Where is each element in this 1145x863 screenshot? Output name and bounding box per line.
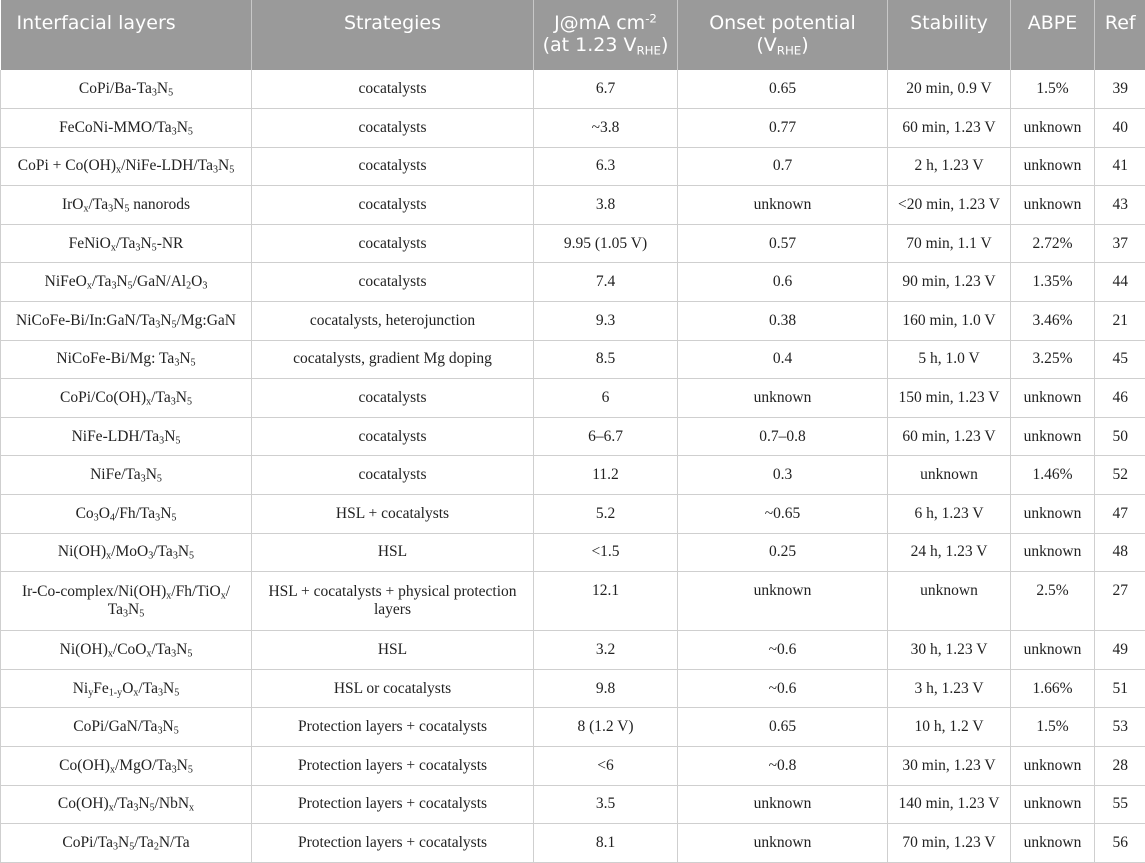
header-ref: Ref — [1095, 0, 1145, 70]
cell-strategy: cocatalysts — [252, 70, 534, 109]
cell-onset-potential: 0.65 — [678, 70, 888, 109]
header-strategies: Strategies — [252, 0, 534, 70]
cell-stability: 5 h, 1.0 V — [888, 340, 1011, 379]
cell-ref: 55 — [1095, 785, 1145, 824]
cell-interfacial-layer: $IrO_x/Ta_3N_5$ nanorods — [1, 186, 252, 225]
cell-stability: unknown — [888, 572, 1011, 631]
cell-stability: 30 min, 1.23 V — [888, 747, 1011, 786]
cell-stability: 20 min, 0.9 V — [888, 70, 1011, 109]
table-row — [1, 824, 1145, 863]
cell-stability: 6 h, 1.23 V — [888, 495, 1011, 534]
cell-onset-potential: unknown — [678, 785, 888, 824]
cell-current-density: 6.7 — [534, 70, 678, 109]
cell-strategy: HSL — [252, 533, 534, 572]
cell-stability: 60 min, 1.23 V — [888, 109, 1011, 148]
cell-onset-potential: ~0.6 — [678, 631, 888, 670]
table-row — [1, 495, 1145, 534]
cell-current-density: 6–6.7 — [534, 417, 678, 456]
cell-stability: 70 min, 1.1 V — [888, 224, 1011, 263]
cell-abpe: 1.66% — [1011, 669, 1095, 708]
cell-abpe: unknown — [1011, 631, 1095, 670]
cell-ref: 48 — [1095, 533, 1145, 572]
header-onset-potential: Onset potential (VRHE) — [678, 0, 888, 70]
table-row — [1, 533, 1145, 572]
cell-interfacial-layer: $NiFeO_x/Ta_3N_5/GaN/Al_2O_3$ — [1, 263, 252, 302]
cell-onset-potential: 0.77 — [678, 109, 888, 148]
table-row — [1, 224, 1145, 263]
table-row — [1, 340, 1145, 379]
table-row — [1, 302, 1145, 341]
cell-current-density: 12.1 — [534, 572, 678, 631]
cell-current-density: 3.2 — [534, 631, 678, 670]
cell-onset-potential: ~0.8 — [678, 747, 888, 786]
cell-abpe: unknown — [1011, 824, 1095, 863]
cell-abpe: 1.35% — [1011, 263, 1095, 302]
cell-strategy: Protection layers + cocatalysts — [252, 785, 534, 824]
cell-ref: 40 — [1095, 109, 1145, 148]
header-current-density: J@mA $cm^{-2}$ (at 1.23 VRHE) — [534, 0, 678, 70]
cell-strategy: HSL + cocatalysts — [252, 495, 534, 534]
cell-abpe: 2.72% — [1011, 224, 1095, 263]
cell-abpe: unknown — [1011, 533, 1095, 572]
cell-ref: 44 — [1095, 263, 1145, 302]
cell-strategy: cocatalysts — [252, 417, 534, 456]
cell-interfacial-layer: $Ir-Co-complex/Ni(OH)_x/Fh/TiO_x/$ $Ta_3N_5$ — [1, 572, 252, 631]
cell-current-density: 3.5 — [534, 785, 678, 824]
table-body — [1, 70, 1145, 862]
cell-onset-potential: ~0.65 — [678, 495, 888, 534]
table-row — [1, 379, 1145, 418]
cell-interfacial-layer: $Co_3O_4/Fh/Ta_3N_5$ — [1, 495, 252, 534]
cell-ref: 21 — [1095, 302, 1145, 341]
table-row — [1, 708, 1145, 747]
cell-onset-potential: 0.38 — [678, 302, 888, 341]
cell-stability: 2 h, 1.23 V — [888, 147, 1011, 186]
table-row — [1, 186, 1145, 225]
cell-onset-potential: unknown — [678, 186, 888, 225]
table-row — [1, 456, 1145, 495]
cell-strategy: cocatalysts, gradient Mg doping — [252, 340, 534, 379]
header-row — [1, 0, 1145, 70]
cell-strategy: cocatalysts — [252, 224, 534, 263]
header-interfacial-layers: Interfacial layers — [1, 0, 252, 70]
cell-interfacial-layer: $Ni(OH)_x/CoO_x/Ta_3N_5$ — [1, 631, 252, 670]
table-row — [1, 147, 1145, 186]
cell-abpe: unknown — [1011, 495, 1095, 534]
table-row — [1, 631, 1145, 670]
cell-current-density: 9.3 — [534, 302, 678, 341]
cell-onset-potential: unknown — [678, 572, 888, 631]
header-stability: Stability — [888, 0, 1011, 70]
table-row — [1, 70, 1145, 109]
header-abpe: ABPE — [1011, 0, 1095, 70]
cell-abpe: 3.46% — [1011, 302, 1095, 341]
cell-ref: 28 — [1095, 747, 1145, 786]
cell-current-density: <1.5 — [534, 533, 678, 572]
cell-abpe: unknown — [1011, 417, 1095, 456]
cell-current-density: 6.3 — [534, 147, 678, 186]
cell-ref: 56 — [1095, 824, 1145, 863]
cell-onset-potential: 0.7–0.8 — [678, 417, 888, 456]
cell-stability: 10 h, 1.2 V — [888, 708, 1011, 747]
cell-stability: unknown — [888, 456, 1011, 495]
table-row — [1, 417, 1145, 456]
cell-strategy: cocatalysts — [252, 456, 534, 495]
table-row — [1, 263, 1145, 302]
cell-abpe: unknown — [1011, 109, 1095, 148]
cell-current-density: 3.8 — [534, 186, 678, 225]
cell-ref: 49 — [1095, 631, 1145, 670]
cell-abpe: 3.25% — [1011, 340, 1095, 379]
cell-current-density: 8 (1.2 V) — [534, 708, 678, 747]
cell-ref: 27 — [1095, 572, 1145, 631]
cell-ref: 46 — [1095, 379, 1145, 418]
cell-strategy: HSL — [252, 631, 534, 670]
cell-ref: 51 — [1095, 669, 1145, 708]
cell-stability: 24 h, 1.23 V — [888, 533, 1011, 572]
cell-onset-potential: 0.25 — [678, 533, 888, 572]
cell-abpe: unknown — [1011, 147, 1095, 186]
cell-current-density: 5.2 — [534, 495, 678, 534]
cell-stability: <20 min, 1.23 V — [888, 186, 1011, 225]
cell-stability: 160 min, 1.0 V — [888, 302, 1011, 341]
cell-ref: 45 — [1095, 340, 1145, 379]
cell-interfacial-layer: CoPi/$Ba-Ta_3N_5$ — [1, 70, 252, 109]
cell-abpe: unknown — [1011, 747, 1095, 786]
table-row — [1, 109, 1145, 148]
cell-interfacial-layer: $Co(OH)_x/Ta_3N_5/NbN_x$ — [1, 785, 252, 824]
cell-ref: 53 — [1095, 708, 1145, 747]
cell-interfacial-layer: CoPi/$Co(OH)_x/Ta_3N_5$ — [1, 379, 252, 418]
cell-abpe: 1.46% — [1011, 456, 1095, 495]
cell-strategy: Protection layers + cocatalysts — [252, 708, 534, 747]
cell-stability: 90 min, 1.23 V — [888, 263, 1011, 302]
cell-onset-potential: 0.57 — [678, 224, 888, 263]
cell-interfacial-layer: $Co(OH)_x/MgO/Ta_3N_5$ — [1, 747, 252, 786]
cell-stability: 60 min, 1.23 V — [888, 417, 1011, 456]
cell-strategy: cocatalysts — [252, 263, 534, 302]
cell-ref: 39 — [1095, 70, 1145, 109]
cell-strategy: cocatalysts — [252, 147, 534, 186]
cell-interfacial-layer: CoPi/$GaN/Ta_3N_5$ — [1, 708, 252, 747]
cell-ref: 41 — [1095, 147, 1145, 186]
cell-stability: 70 min, 1.23 V — [888, 824, 1011, 863]
cell-interfacial-layer: NiFe/$Ta_3N_5$ — [1, 456, 252, 495]
cell-ref: 47 — [1095, 495, 1145, 534]
cell-strategy: cocatalysts — [252, 186, 534, 225]
cell-interfacial-layer: $FeNiO_x/Ta_3N_5-NR$ — [1, 224, 252, 263]
cell-stability: 150 min, 1.23 V — [888, 379, 1011, 418]
table-row — [1, 572, 1145, 631]
cell-strategy: Protection layers + cocatalysts — [252, 747, 534, 786]
cell-current-density: 8.5 — [534, 340, 678, 379]
cell-strategy: cocatalysts — [252, 379, 534, 418]
cell-current-density: <6 — [534, 747, 678, 786]
cell-onset-potential: 0.3 — [678, 456, 888, 495]
cell-current-density: 9.95 (1.05 V) — [534, 224, 678, 263]
cell-ref: 52 — [1095, 456, 1145, 495]
cell-abpe: 1.5% — [1011, 708, 1095, 747]
cell-interfacial-layer: NiCoFe-Bi/Mg: $Ta_3N_5$ — [1, 340, 252, 379]
cell-abpe: unknown — [1011, 785, 1095, 824]
cell-onset-potential: ~0.6 — [678, 669, 888, 708]
cell-ref: 37 — [1095, 224, 1145, 263]
cell-interfacial-layer: $Ni_yFe_{1-y}O_x/Ta_3N_5$ — [1, 669, 252, 708]
cell-abpe: unknown — [1011, 186, 1095, 225]
table-row — [1, 747, 1145, 786]
cell-strategy: cocatalysts, heterojunction — [252, 302, 534, 341]
cell-abpe: unknown — [1011, 379, 1095, 418]
cell-onset-potential: 0.4 — [678, 340, 888, 379]
cell-interfacial-layer: $Ni(OH)_x/MoO_3/Ta_3N_5$ — [1, 533, 252, 572]
cell-current-density: 8.1 — [534, 824, 678, 863]
cell-onset-potential: 0.7 — [678, 147, 888, 186]
cell-interfacial-layer: NiCoFe-$Bi/In:GaN/Ta_3N_5/Mg:GaN$ — [1, 302, 252, 341]
cell-current-density: 9.8 — [534, 669, 678, 708]
cell-current-density: 11.2 — [534, 456, 678, 495]
cell-onset-potential: unknown — [678, 824, 888, 863]
cell-strategy: HSL or cocatalysts — [252, 669, 534, 708]
cell-current-density: 7.4 — [534, 263, 678, 302]
table-row — [1, 669, 1145, 708]
cell-abpe: 2.5% — [1011, 572, 1095, 631]
cell-current-density: 6 — [534, 379, 678, 418]
cell-interfacial-layer: CoPi + $Co(OH)_x/NiFe-LDH/Ta_3N_5$ — [1, 147, 252, 186]
cell-ref: 43 — [1095, 186, 1145, 225]
table-row — [1, 785, 1145, 824]
cell-onset-potential: 0.6 — [678, 263, 888, 302]
cell-stability: 140 min, 1.23 V — [888, 785, 1011, 824]
cell-strategy: Protection layers + cocatalysts — [252, 824, 534, 863]
cell-interfacial-layer: CoPi/$Ta_3N_5/Ta_2N/Ta$ — [1, 824, 252, 863]
cell-strategy: HSL + cocatalysts + physical protection layers — [252, 572, 534, 631]
cell-stability: 3 h, 1.23 V — [888, 669, 1011, 708]
cell-ref: 50 — [1095, 417, 1145, 456]
cell-current-density: ~3.8 — [534, 109, 678, 148]
cell-onset-potential: unknown — [678, 379, 888, 418]
cell-interfacial-layer: NiFe-$LDH/Ta_3N_5$ — [1, 417, 252, 456]
cell-strategy: cocatalysts — [252, 109, 534, 148]
cell-interfacial-layer: FeCoNi-$MMO/Ta_3N_5$ — [1, 109, 252, 148]
cell-onset-potential: 0.65 — [678, 708, 888, 747]
cell-abpe: 1.5% — [1011, 70, 1095, 109]
cell-stability: 30 h, 1.23 V — [888, 631, 1011, 670]
